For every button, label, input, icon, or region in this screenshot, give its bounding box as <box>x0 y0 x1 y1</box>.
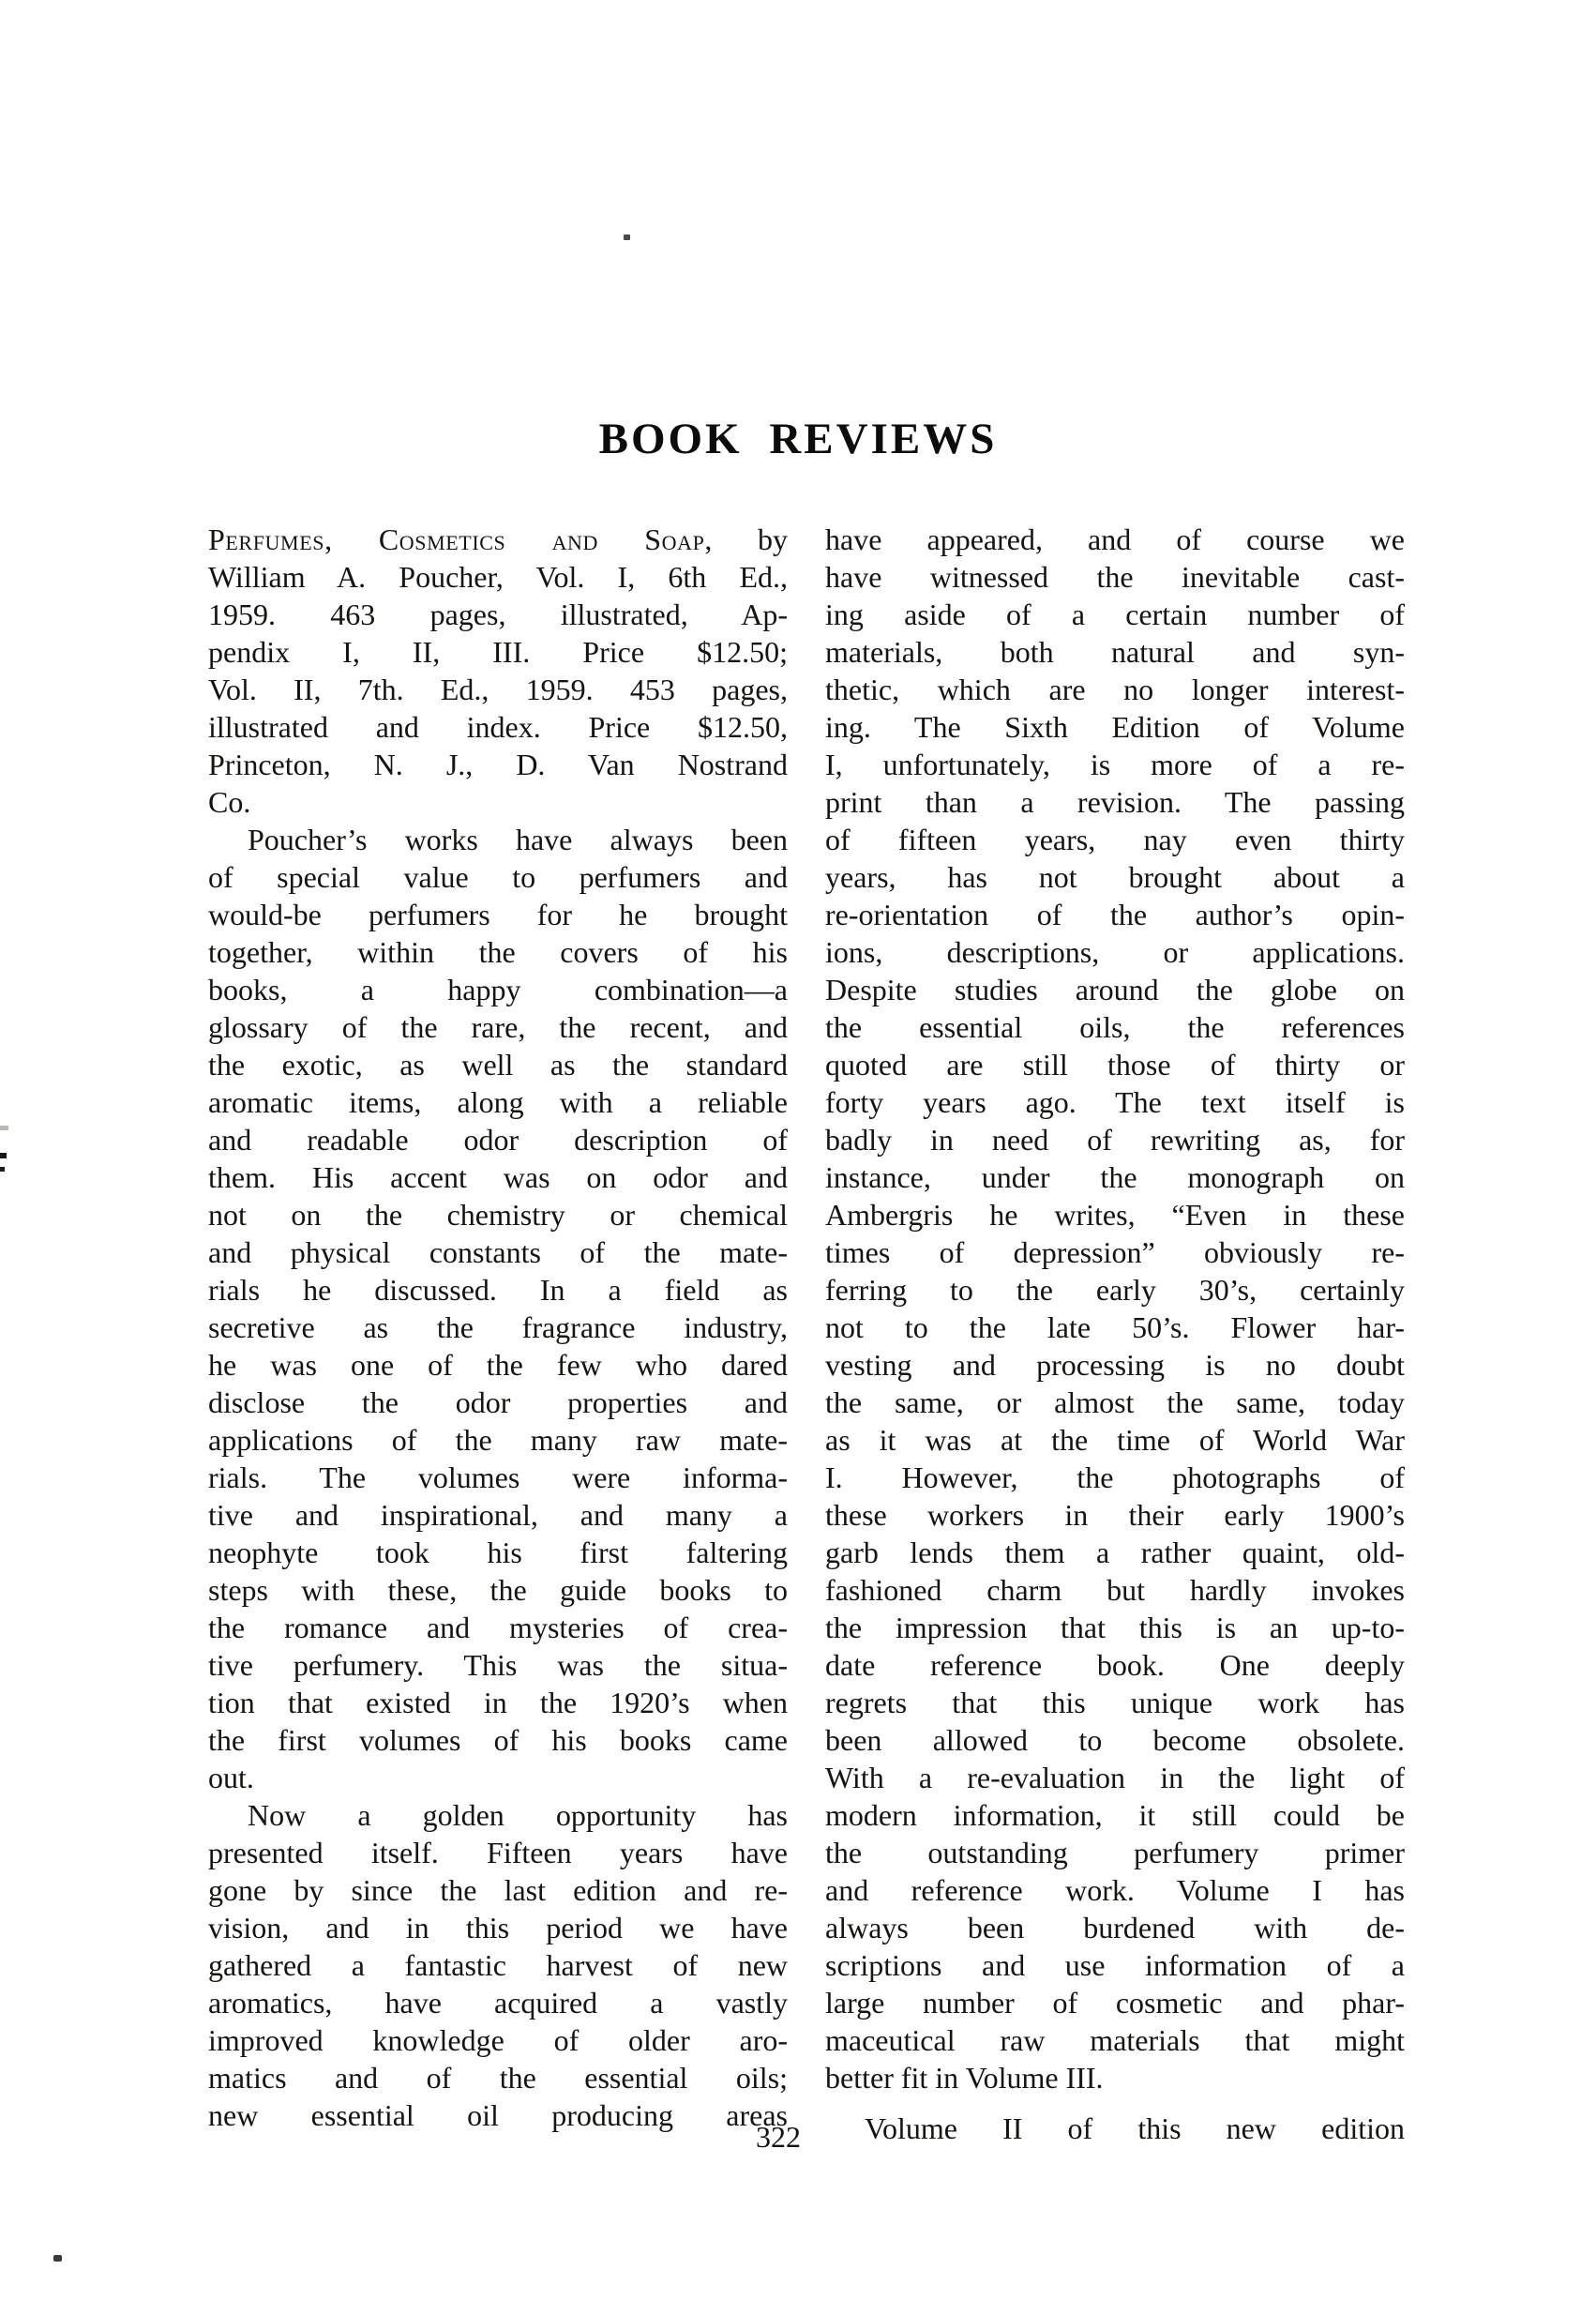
text-line: disclose the odor properties and <box>208 1385 788 1419</box>
text-line: tion that existed in the 1920’s when <box>208 1686 788 1719</box>
text-line: date reference book. One deeply <box>825 1648 1405 1682</box>
text-line: the outstanding perfumery primer <box>825 1836 1405 1869</box>
text-line: tive and inspirational, and many a <box>208 1498 788 1532</box>
text-line: together, within the covers of his <box>208 935 788 969</box>
text-line: fashioned charm but hardly invokes <box>825 1573 1405 1607</box>
text-line: vision, and in this period we have <box>208 1911 788 1944</box>
text-line: the exotic, as well as the standard <box>208 1048 788 1082</box>
text-line: them. His accent was on odor and <box>208 1160 788 1194</box>
text-line: rials. The volumes were informa- <box>208 1460 788 1494</box>
paragraph <box>208 1796 788 2134</box>
text-line: not on the chemistry or chemical <box>208 1198 788 1232</box>
text-line: badly in need of rewriting as, for <box>825 1123 1405 1157</box>
text-line: Ambergris he writes, “Even in these <box>825 1198 1405 1232</box>
text-line: the first volumes of his books came <box>208 1723 788 1757</box>
text-line: Co. <box>208 785 251 819</box>
text-line: gathered a fantastic harvest of new <box>208 1948 788 1982</box>
text-line: ing. The Sixth Edition of Volume <box>825 710 1405 744</box>
text-line: scriptions and use information of a <box>825 1948 1405 1982</box>
text-line: quoted are still those of thirty or <box>825 1048 1405 1082</box>
scan-artifact <box>53 2255 62 2262</box>
text-line: of special value to perfumers and <box>208 860 788 894</box>
text-line: applications of the many raw mate- <box>208 1423 788 1457</box>
text-line: matics and of the essential oils; <box>208 2061 788 2095</box>
paragraph <box>825 521 1405 2096</box>
text-line: regrets that this unique work has <box>825 1686 1405 1719</box>
text-line: maceutical raw materials that might <box>825 2023 1405 2057</box>
text-line: tive perfumery. This was the situa- <box>208 1648 788 1682</box>
text-line: have appeared, and of course we <box>825 522 1405 556</box>
text-line: vesting and processing is no doubt <box>825 1348 1405 1382</box>
paragraph <box>825 2110 1405 2147</box>
text-line: rials he discussed. In a field as <box>208 1273 788 1307</box>
text-line: the romance and mysteries of crea- <box>208 1611 788 1644</box>
text-line: been allowed to become obsolete. <box>825 1723 1405 1757</box>
text-line: new essential oil producing areas <box>208 2098 788 2132</box>
text-line: the essential oils, the references <box>825 1010 1405 1044</box>
text-line: of fifteen years, nay even thirty <box>825 823 1405 856</box>
text-line: secretive as the fragrance industry, <box>208 1310 788 1344</box>
paragraph <box>208 821 788 1796</box>
text-line: re-orientation of the author’s opin- <box>825 898 1405 931</box>
text-line: these workers in their early 1900’s <box>825 1498 1405 1532</box>
text-line: large number of cosmetic and phar- <box>825 1986 1405 2020</box>
left-column <box>208 521 788 2134</box>
text-line: neophyte took his first faltering <box>208 1536 788 1569</box>
text-line: I, unfortunately, is more of a re- <box>825 748 1405 781</box>
text-line: Poucher’s works have always been <box>248 823 788 856</box>
text-line: forty years ago. The text itself is <box>825 1085 1405 1119</box>
text-line: instance, under the monograph on <box>825 1160 1405 1194</box>
text-line: and reference work. Volume I has <box>825 1873 1405 1907</box>
right-column <box>825 521 1405 2147</box>
text-line: out. <box>208 1761 254 1794</box>
text-line: presented itself. Fifteen years have <box>208 1836 788 1869</box>
text-line: aromatic items, along with a reliable <box>208 1085 788 1119</box>
text-line: better fit in Volume III. <box>825 2061 1104 2095</box>
text-line: gone by since the last edition and re- <box>208 1873 788 1907</box>
text-line: Despite studies around the globe on <box>825 973 1405 1006</box>
text-line: not to the late 50’s. Flower har- <box>825 1310 1405 1344</box>
scan-artifact <box>0 1167 5 1172</box>
text-line: With a re-evaluation in the light of <box>825 1761 1405 1794</box>
text-line: print than a revision. The passing <box>825 785 1405 819</box>
text-line: he was one of the few who dared <box>208 1348 788 1382</box>
text-line: books, a happy combination—a <box>208 973 788 1006</box>
text-line: and physical constants of the mate- <box>208 1235 788 1269</box>
text-line: 1959. 463 pages, illustrated, Ap- <box>208 598 788 631</box>
page-title: BOOK REVIEWS <box>598 415 998 463</box>
scan-artifact <box>0 1126 8 1130</box>
text-line: glossary of the rare, the recent, and <box>208 1010 788 1044</box>
text-line: Vol. II, 7th. Ed., 1959. 453 pages, <box>208 673 788 706</box>
text-line: pendix I, II, III. Price $12.50; <box>208 635 788 669</box>
paragraph <box>208 521 788 821</box>
text-line: I. However, the photographs of <box>825 1460 1405 1494</box>
text-line: and readable odor description of <box>208 1123 788 1157</box>
text-line: ing aside of a certain number of <box>825 598 1405 631</box>
text-line <box>208 521 788 558</box>
scan-artifact <box>0 1153 7 1158</box>
small-caps-text: Perfumes, Cosmetics and Soap <box>208 522 705 556</box>
page-number: 322 <box>756 2120 801 2154</box>
text-line: modern information, it still could be <box>825 1798 1405 1832</box>
text-line: as it was at the time of World War <box>825 1423 1405 1457</box>
text-line: William A. Poucher, Vol. I, 6th Ed., <box>208 560 788 594</box>
text-line: aromatics, have acquired a vastly <box>208 1986 788 2020</box>
text-line: the impression that this is an up-to- <box>825 1611 1405 1644</box>
text-line: garb lends them a rather quaint, old- <box>825 1536 1405 1569</box>
text-line: Now a golden opportunity has <box>248 1798 788 1832</box>
text-line: steps with these, the guide books to <box>208 1573 788 1607</box>
text-line: improved knowledge of older aro- <box>208 2023 788 2057</box>
text-line: Princeton, N. J., D. Van Nostrand <box>208 748 788 781</box>
text-line: always been burdened with de- <box>825 1911 1405 1944</box>
text-line: years, has not brought about a <box>825 860 1405 894</box>
text-line: Volume II of this new edition <box>865 2111 1405 2145</box>
text-line: ions, descriptions, or applications. <box>825 935 1405 969</box>
text-line: thetic, which are no longer interest- <box>825 673 1405 706</box>
text-line: ferring to the early 30’s, certainly <box>825 1273 1405 1307</box>
text-line: the same, or almost the same, today <box>825 1385 1405 1419</box>
scan-artifact <box>624 235 630 240</box>
text-line: times of depression” obviously re- <box>825 1235 1405 1269</box>
text-line: have witnessed the inevitable cast- <box>825 560 1405 594</box>
text-line: materials, both natural and syn- <box>825 635 1405 669</box>
plain-text: , by <box>704 522 788 556</box>
text-line: illustrated and index. Price $12.50, <box>208 710 788 744</box>
text-line: would-be perfumers for he brought <box>208 898 788 931</box>
